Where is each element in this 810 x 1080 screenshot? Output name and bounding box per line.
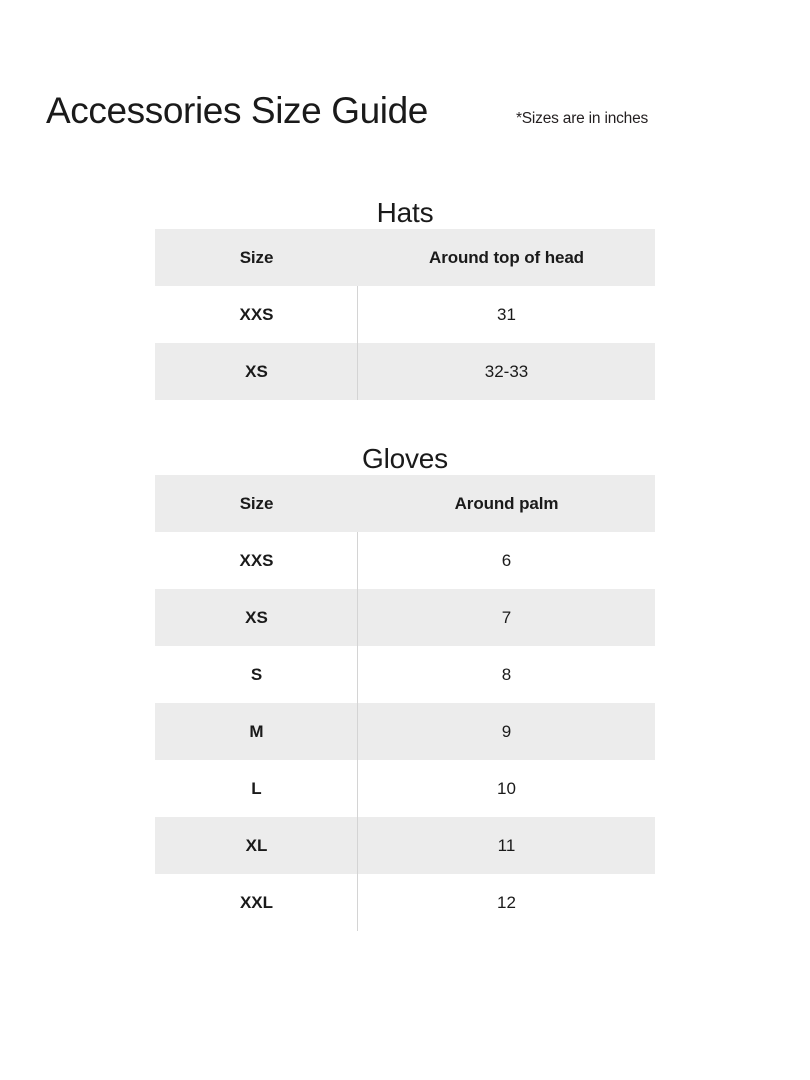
- table-row: [155, 286, 655, 343]
- table-row: [155, 532, 655, 589]
- cell-measure: 8: [358, 646, 655, 703]
- section-title-gloves: Gloves: [362, 443, 448, 474]
- table-header-row: [155, 475, 655, 532]
- page-header: [0, 0, 810, 129]
- cell-measure: 9: [358, 703, 655, 760]
- column-header-measure: Around top of head: [358, 229, 655, 286]
- cell-measure: 32-33: [358, 343, 655, 400]
- cell-size: M: [155, 703, 358, 760]
- section-title-hats: Hats: [376, 197, 434, 228]
- hats-size-table: [155, 229, 655, 400]
- cell-size: XXL: [155, 874, 358, 931]
- table-row: [155, 874, 655, 931]
- units-note: *Sizes are in inches: [515, 110, 649, 127]
- table-row: [155, 760, 655, 817]
- cell-size: S: [155, 646, 358, 703]
- column-header-size: Size: [155, 229, 358, 286]
- column-header-measure: Around palm: [358, 475, 655, 532]
- cell-measure: 12: [358, 874, 655, 931]
- cell-measure: 6: [358, 532, 655, 589]
- table-row: [155, 703, 655, 760]
- section-hats: [0, 197, 810, 400]
- cell-measure: 11: [358, 817, 655, 874]
- column-header-size: Size: [155, 475, 358, 532]
- cell-size: XXS: [155, 286, 358, 343]
- table-row: [155, 589, 655, 646]
- gloves-size-table: [155, 475, 655, 931]
- cell-size: XL: [155, 817, 358, 874]
- cell-size: XS: [155, 343, 358, 400]
- table-header-row: [155, 229, 655, 286]
- page-title: Accessories Size Guide: [46, 90, 428, 131]
- table-row: [155, 646, 655, 703]
- cell-measure: 10: [358, 760, 655, 817]
- cell-measure: 7: [358, 589, 655, 646]
- cell-size: XXS: [155, 532, 358, 589]
- section-gloves: [0, 443, 810, 931]
- table-row: [155, 817, 655, 874]
- cell-size: XS: [155, 589, 358, 646]
- table-row: [155, 343, 655, 400]
- cell-measure: 31: [358, 286, 655, 343]
- cell-size: L: [155, 760, 358, 817]
- bottom-spacer: [0, 931, 810, 971]
